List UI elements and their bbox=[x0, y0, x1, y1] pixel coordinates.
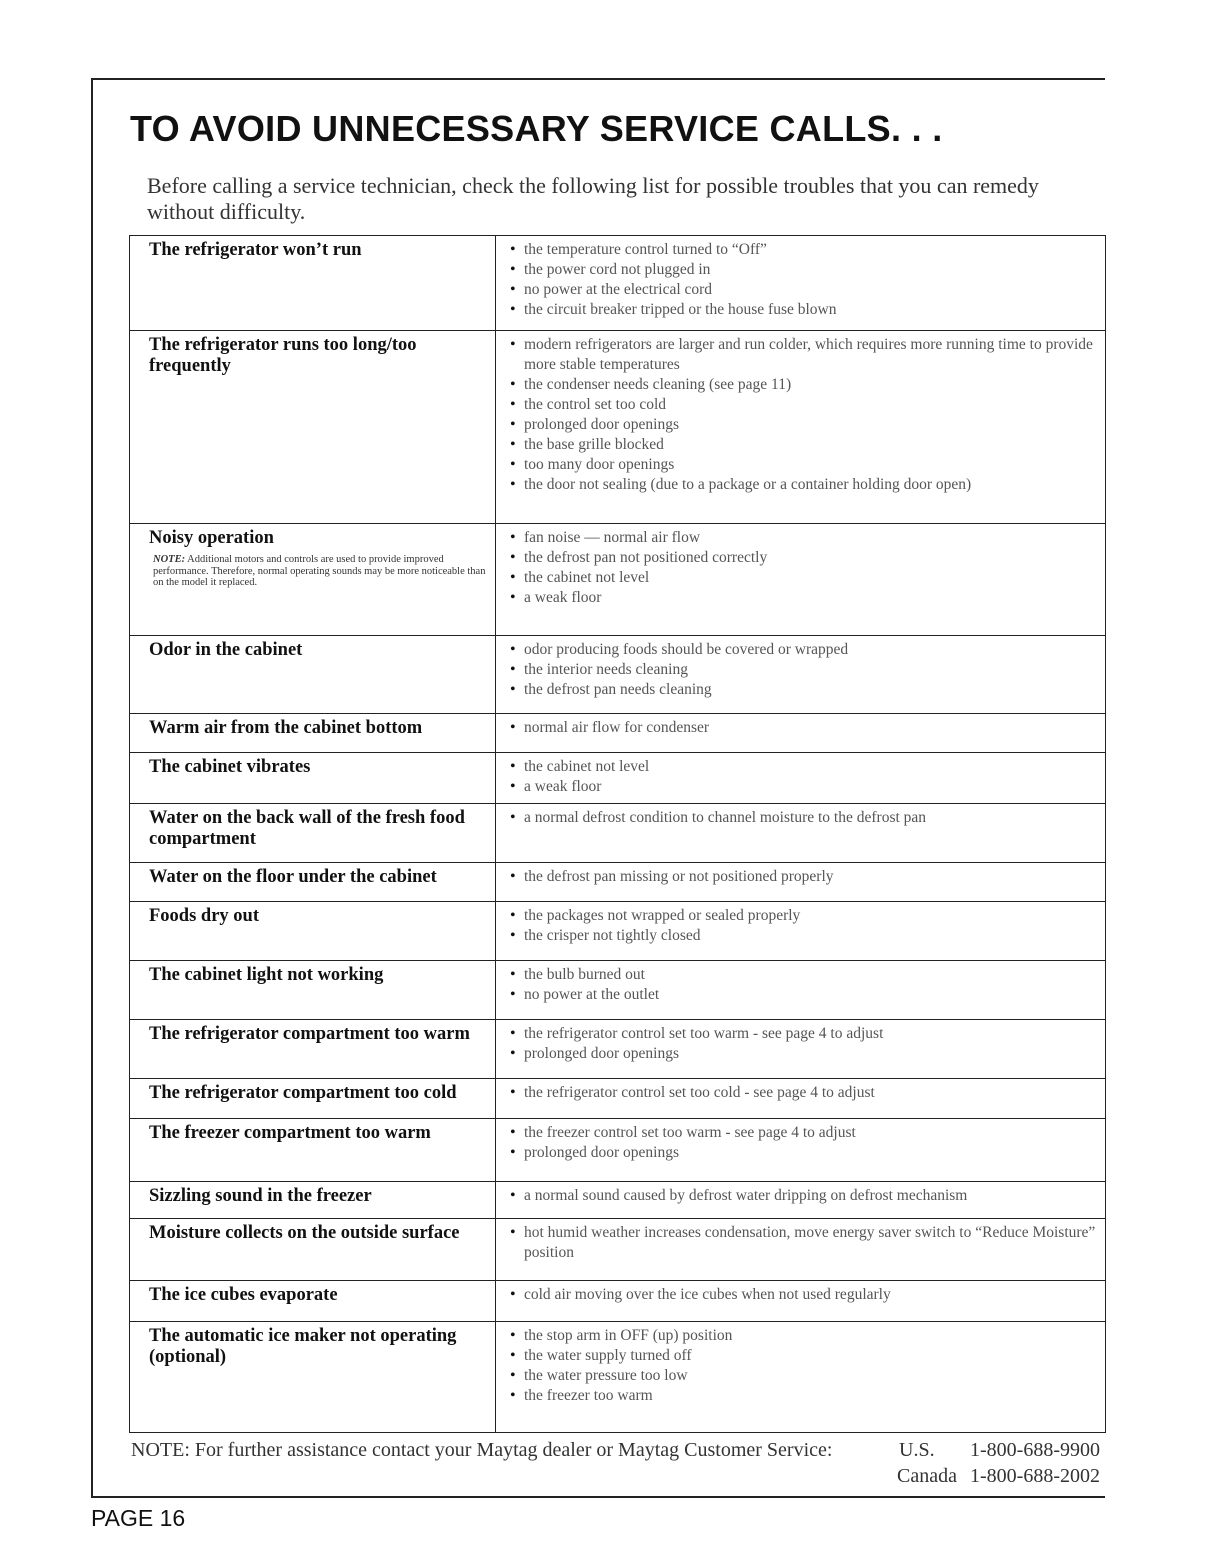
problem-label: The freezer compartment too warm bbox=[149, 1122, 431, 1143]
cause-item: • the refrigerator control set too cold - see page 4 to adjust bbox=[510, 1083, 1097, 1103]
us-label: U.S. bbox=[899, 1439, 935, 1461]
causes-list bbox=[496, 718, 1105, 738]
problem-cell bbox=[130, 331, 496, 524]
cause-item: • too many door openings bbox=[510, 455, 1097, 475]
cause-item: • the crisper not tightly closed bbox=[510, 926, 1097, 946]
troubleshooting-table-body bbox=[130, 236, 1106, 1433]
problem-label: The refrigerator runs too long/too frequently bbox=[149, 335, 417, 377]
footer-note: NOTE: For further assistance contact your Maytag dealer or Maytag Customer Service: bbox=[131, 1439, 833, 1461]
problem-cell bbox=[130, 1078, 496, 1118]
cause-item: • the door not sealing (due to a package or a container holding door open) bbox=[510, 475, 1097, 495]
canada-phone: 1-800-688-2002 bbox=[970, 1465, 1100, 1487]
problem-cell bbox=[130, 1118, 496, 1181]
table-row bbox=[130, 524, 1106, 636]
causes-list bbox=[496, 965, 1105, 1005]
problem-label: Warm air from the cabinet bottom bbox=[149, 718, 423, 739]
intro-paragraph: Before calling a service technician, check the following list for possible troubles that you can remedy without difficulty. bbox=[147, 173, 1039, 224]
causes-cell bbox=[496, 236, 1106, 331]
causes-list bbox=[496, 528, 1105, 608]
cause-item: • odor producing foods should be covered or wrapped bbox=[510, 640, 1097, 660]
cause-item: • no power at the outlet bbox=[510, 985, 1097, 1005]
problem-label: The automatic ice maker not operating (optional) bbox=[149, 1326, 457, 1368]
problem-cell bbox=[130, 862, 496, 901]
causes-cell bbox=[496, 635, 1106, 713]
causes-list bbox=[496, 240, 1105, 320]
problem-label: The cabinet light not working bbox=[149, 964, 384, 985]
causes-cell bbox=[496, 1281, 1106, 1322]
causes-list bbox=[496, 808, 1105, 828]
cause-item: • the freezer control set too warm - see page 4 to adjust bbox=[510, 1123, 1097, 1143]
problem-label: Moisture collects on the outside surface bbox=[149, 1223, 460, 1244]
table-row bbox=[130, 862, 1106, 901]
problem-cell bbox=[130, 803, 496, 862]
causes-cell bbox=[496, 1322, 1106, 1433]
cause-item: • the cabinet not level bbox=[510, 568, 1097, 588]
cause-item: • the defrost pan needs cleaning bbox=[510, 680, 1097, 700]
note-text: Additional motors and controls are used to provide improved performance. Therefore, normal operating sounds may be more noticeable than on the model it replaced. bbox=[153, 554, 486, 589]
causes-list bbox=[496, 1326, 1105, 1406]
causes-cell bbox=[496, 803, 1106, 862]
table-row bbox=[130, 1078, 1106, 1118]
causes-list bbox=[496, 757, 1105, 797]
top-rule bbox=[91, 78, 1105, 80]
causes-cell bbox=[496, 960, 1106, 1019]
causes-list bbox=[496, 640, 1105, 700]
causes-list bbox=[496, 867, 1105, 887]
cause-item: • the circuit breaker tripped or the house fuse blown bbox=[510, 300, 1097, 320]
problem-label: The refrigerator compartment too cold bbox=[149, 1082, 457, 1103]
causes-cell bbox=[496, 524, 1106, 636]
table-row bbox=[130, 236, 1106, 331]
cause-item: • the bulb burned out bbox=[510, 965, 1097, 985]
cause-item: • the defrost pan missing or not positioned properly bbox=[510, 867, 1097, 887]
causes-cell bbox=[496, 1219, 1106, 1281]
table-row bbox=[130, 1118, 1106, 1181]
problem-cell bbox=[130, 635, 496, 713]
cause-item: • prolonged door openings bbox=[510, 415, 1097, 435]
cause-item: • the water pressure too low bbox=[510, 1366, 1097, 1386]
cause-item: • a normal defrost condition to channel moisture to the defrost pan bbox=[510, 808, 1097, 828]
causes-cell bbox=[496, 1019, 1106, 1078]
cause-item: • hot humid weather increases condensation, move energy saver switch to “Reduce Moisture” position bbox=[510, 1223, 1097, 1263]
problem-label: The refrigerator compartment too warm bbox=[149, 1023, 470, 1044]
causes-cell bbox=[496, 902, 1106, 961]
problem-label: Sizzling sound in the freezer bbox=[149, 1185, 372, 1206]
problem-cell bbox=[130, 714, 496, 753]
page-title: TO AVOID UNNECESSARY SERVICE CALLS. . . bbox=[130, 108, 943, 149]
table-row bbox=[130, 753, 1106, 804]
problem-cell bbox=[130, 902, 496, 961]
left-rule bbox=[91, 78, 93, 1498]
table-row bbox=[130, 331, 1106, 524]
problem-cell bbox=[130, 1322, 496, 1433]
note-label: NOTE: bbox=[153, 554, 186, 566]
table-row bbox=[130, 1281, 1106, 1322]
causes-cell bbox=[496, 753, 1106, 804]
bottom-rule bbox=[91, 1496, 1105, 1498]
cause-item: • the interior needs cleaning bbox=[510, 660, 1097, 680]
cause-item: • the base grille blocked bbox=[510, 435, 1097, 455]
causes-list bbox=[496, 1223, 1105, 1263]
table-row bbox=[130, 1322, 1106, 1433]
cause-item: • normal air flow for condenser bbox=[510, 718, 1097, 738]
table-row bbox=[130, 1019, 1106, 1078]
causes-cell bbox=[496, 714, 1106, 753]
causes-cell bbox=[496, 1078, 1106, 1118]
causes-list bbox=[496, 1186, 1105, 1206]
problem-label: Odor in the cabinet bbox=[149, 639, 303, 660]
problem-label: Water on the back wall of the fresh food compartment bbox=[149, 807, 465, 849]
cause-item: • the freezer too warm bbox=[510, 1386, 1097, 1406]
page-number: PAGE 16 bbox=[91, 1505, 186, 1531]
cause-item: • a weak floor bbox=[510, 588, 1097, 608]
causes-cell bbox=[496, 1118, 1106, 1181]
problem-cell bbox=[130, 753, 496, 804]
troubleshooting-table bbox=[129, 235, 1106, 1433]
table-row bbox=[130, 1181, 1106, 1218]
cause-item: • the water supply turned off bbox=[510, 1346, 1097, 1366]
causes-list bbox=[496, 1285, 1105, 1305]
table-row bbox=[130, 714, 1106, 753]
problem-cell bbox=[130, 1019, 496, 1078]
causes-list bbox=[496, 1024, 1105, 1064]
cause-item: • modern refrigerators are larger and run colder, which requires more running time to provide more stable temperatures bbox=[510, 335, 1097, 375]
problem-label: The refrigerator won’t run bbox=[149, 240, 362, 260]
problem-cell bbox=[130, 1219, 496, 1281]
cause-item: • the refrigerator control set too warm - see page 4 to adjust bbox=[510, 1024, 1097, 1044]
causes-list bbox=[496, 1083, 1105, 1103]
problem-label: The cabinet vibrates bbox=[149, 757, 311, 778]
cause-item: • prolonged door openings bbox=[510, 1044, 1097, 1064]
problem-label: Noisy operation bbox=[149, 528, 274, 549]
cause-item: • a weak floor bbox=[510, 777, 1097, 797]
cause-item: • the temperature control turned to “Off” bbox=[510, 240, 1097, 260]
table-row bbox=[130, 960, 1106, 1019]
cause-item: • prolonged door openings bbox=[510, 1143, 1097, 1163]
cause-item: • the control set too cold bbox=[510, 395, 1097, 415]
problem-note bbox=[153, 554, 487, 589]
cause-item: • the stop arm in OFF (up) position bbox=[510, 1326, 1097, 1346]
causes-cell bbox=[496, 862, 1106, 901]
problem-cell bbox=[130, 960, 496, 1019]
table-row bbox=[130, 803, 1106, 862]
problem-label: Water on the floor under the cabinet bbox=[149, 866, 437, 887]
canada-label: Canada bbox=[897, 1465, 957, 1487]
causes-list bbox=[496, 335, 1105, 495]
cause-item: • the cabinet not level bbox=[510, 757, 1097, 777]
table-row bbox=[130, 1219, 1106, 1281]
cause-item: • cold air moving over the ice cubes when not used regularly bbox=[510, 1285, 1097, 1305]
causes-cell bbox=[496, 331, 1106, 524]
causes-list bbox=[496, 906, 1105, 946]
table-row bbox=[130, 635, 1106, 713]
cause-item: • the packages not wrapped or sealed properly bbox=[510, 906, 1097, 926]
problem-cell bbox=[130, 1281, 496, 1322]
causes-list bbox=[496, 1123, 1105, 1163]
problem-cell bbox=[130, 524, 496, 636]
cause-item: • the condenser needs cleaning (see page 11) bbox=[510, 375, 1097, 395]
cause-item: • no power at the electrical cord bbox=[510, 280, 1097, 300]
cause-item: • fan noise — normal air flow bbox=[510, 528, 1097, 548]
problem-label: The ice cubes evaporate bbox=[149, 1285, 338, 1306]
problem-label: Foods dry out bbox=[149, 906, 259, 927]
table-row bbox=[130, 902, 1106, 961]
problem-cell bbox=[130, 236, 496, 331]
causes-cell bbox=[496, 1181, 1106, 1218]
cause-item: • the power cord not plugged in bbox=[510, 260, 1097, 280]
problem-cell bbox=[130, 1181, 496, 1218]
us-phone: 1-800-688-9900 bbox=[970, 1439, 1100, 1461]
cause-item: • the defrost pan not positioned correctly bbox=[510, 548, 1097, 568]
cause-item: • a normal sound caused by defrost water dripping on defrost mechanism bbox=[510, 1186, 1097, 1206]
